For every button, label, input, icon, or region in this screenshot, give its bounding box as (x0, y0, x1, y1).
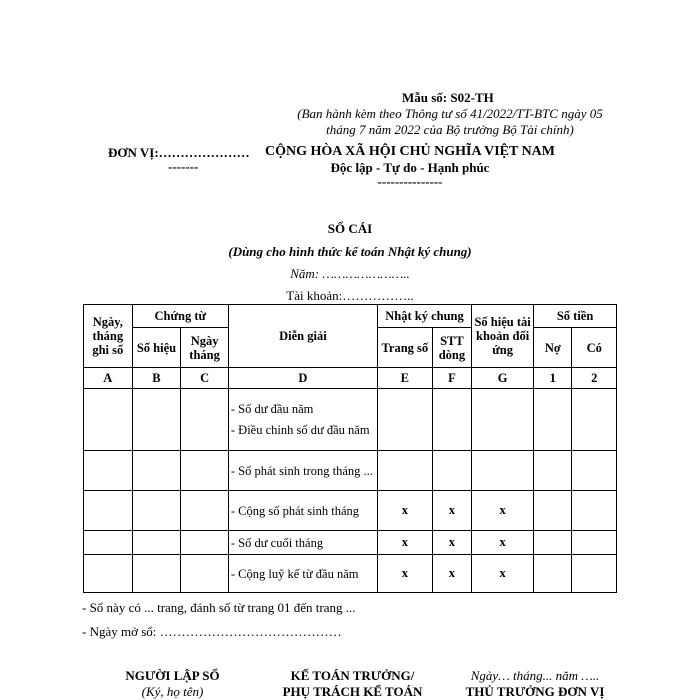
chief-title-1: KẾ TOÁN TRƯỞNG/ (290, 668, 415, 683)
cell-line: x (432, 531, 471, 555)
header-journal: Nhật ký chung (377, 305, 471, 328)
signature-unit-head (445, 668, 625, 700)
header-debit: Nợ (534, 328, 572, 368)
national-header (264, 144, 555, 189)
cell-line: x (432, 491, 471, 531)
cell-contra (472, 451, 534, 491)
cell-voucher-no (132, 555, 181, 593)
cell-page: x (377, 531, 432, 555)
cell-page (377, 451, 432, 491)
ledger-title: SỔ CÁI (327, 221, 373, 236)
cell-voucher-no (132, 531, 181, 555)
header-date: Ngày, tháng ghi sổ (84, 305, 133, 368)
description-line: - Cộng luỹ kế từ đầu năm (230, 566, 359, 581)
cell-page (377, 389, 432, 451)
national-motto: Độc lập - Tự do - Hạnh phúc (330, 160, 490, 175)
cell-contra: x (472, 531, 534, 555)
cell-date (84, 491, 133, 531)
column-letter: B (132, 368, 181, 389)
cell-voucher-date (181, 451, 229, 491)
cell-page: x (377, 491, 432, 531)
cell-date (84, 531, 133, 555)
column-letter: A (84, 368, 133, 389)
cell-credit (572, 451, 617, 491)
cell-debit (534, 491, 572, 531)
column-letter: C (181, 368, 229, 389)
ledger-account: Tài khoản:…………….. (286, 288, 414, 303)
cell-credit (572, 491, 617, 531)
head-title: THỦ TRƯỞNG ĐƠN VỊ (465, 684, 605, 699)
cell-description (228, 555, 377, 593)
cell-contra (472, 389, 534, 451)
cell-date (84, 555, 133, 593)
cell-voucher-date (181, 531, 229, 555)
description-line: - Số dư đầu năm (230, 402, 314, 416)
cell-page: x (377, 555, 432, 593)
form-code: Mẫu số: S02-TH (402, 90, 494, 105)
cell-voucher-date (181, 389, 229, 451)
unit-label: ĐƠN VỊ:………………… (108, 145, 250, 160)
ledger-title-block (200, 220, 500, 304)
ledger-year: Năm: ………………….. (290, 266, 410, 281)
cell-contra: x (472, 491, 534, 531)
description-line: - Số dư cuối tháng (230, 535, 324, 550)
header-page: Trang số (377, 328, 432, 368)
form-issued-line-1: (Ban hành kèm theo Thông tư số 41/2022/TT-BTC ngày 05 (297, 106, 603, 121)
cell-description (228, 531, 377, 555)
cell-voucher-no (132, 389, 181, 451)
cell-line (432, 451, 471, 491)
cell-voucher-date (181, 491, 229, 531)
table-row (84, 451, 617, 491)
cell-date (84, 389, 133, 451)
cell-description (228, 389, 377, 451)
header-voucher-no: Số hiệu (132, 328, 181, 368)
column-letter: G (472, 368, 534, 389)
cell-voucher-no (132, 491, 181, 531)
table-row (84, 491, 617, 531)
table-row (84, 389, 617, 451)
national-title: CỘNG HÒA XÃ HỘI CHỦ NGHĨA VIỆT NAM (264, 144, 555, 159)
form-issued-line-2: tháng 7 năm 2022 của Bộ trưởng Bộ Tài chính) (326, 122, 574, 137)
chief-title-2: PHỤ TRÁCH KẾ TOÁN (282, 684, 423, 699)
cell-voucher-date (181, 555, 229, 593)
cell-description (228, 451, 377, 491)
ledger-table (83, 304, 617, 593)
header-amount: Số tiền (534, 305, 617, 328)
form-issued-note (280, 106, 620, 138)
cell-debit (534, 555, 572, 593)
description-line: - Cộng số phát sinh tháng (230, 503, 360, 518)
preparer-sub: (Ký, họ tên) (141, 684, 204, 699)
table-row (84, 531, 617, 555)
table-row (84, 555, 617, 593)
description-line: - Điều chỉnh số dư đầu năm (230, 423, 370, 437)
cell-credit (572, 531, 617, 555)
head-date: Ngày… tháng... năm ….. (470, 668, 600, 683)
header-row-1 (84, 305, 617, 328)
column-letter: F (432, 368, 471, 389)
column-letter-row (84, 368, 617, 389)
column-letter: E (377, 368, 432, 389)
signature-preparer (100, 668, 245, 700)
header-contra-account: Số hiệu tài khoản đối ứng (472, 305, 534, 368)
cell-description (228, 491, 377, 531)
description-line: - Số phát sinh trong tháng ... (230, 463, 373, 478)
cell-debit (534, 389, 572, 451)
cell-credit (572, 555, 617, 593)
header-credit: Có (572, 328, 617, 368)
cell-debit (534, 531, 572, 555)
column-letter: D (228, 368, 377, 389)
header-voucher: Chứng từ (132, 305, 228, 328)
header-voucher-date: Ngày tháng (181, 328, 229, 368)
preparer-title: NGƯỜI LẬP SỔ (125, 668, 220, 683)
ledger-subtitle: (Dùng cho hình thức kế toán Nhật ký chung) (228, 244, 472, 259)
cell-debit (534, 451, 572, 491)
unit-dashes: ------- (168, 159, 199, 174)
national-dashes: --------------- (377, 174, 443, 189)
cell-line: x (432, 555, 471, 593)
cell-date (84, 451, 133, 491)
cell-voucher-no (132, 451, 181, 491)
note-open-date: - Ngày mở sổ: …………………………………… (82, 624, 342, 639)
column-letter: 1 (534, 368, 572, 389)
header-description: Diễn giải (228, 305, 377, 368)
signature-chief-accountant (265, 668, 440, 700)
cell-credit (572, 389, 617, 451)
cell-line (432, 389, 471, 451)
cell-contra: x (472, 555, 534, 593)
note-pages: - Sổ này có ... trang, đánh số từ trang 01 đến trang ... (82, 600, 356, 615)
header-line: STT dòng (432, 328, 471, 368)
column-letter: 2 (572, 368, 617, 389)
